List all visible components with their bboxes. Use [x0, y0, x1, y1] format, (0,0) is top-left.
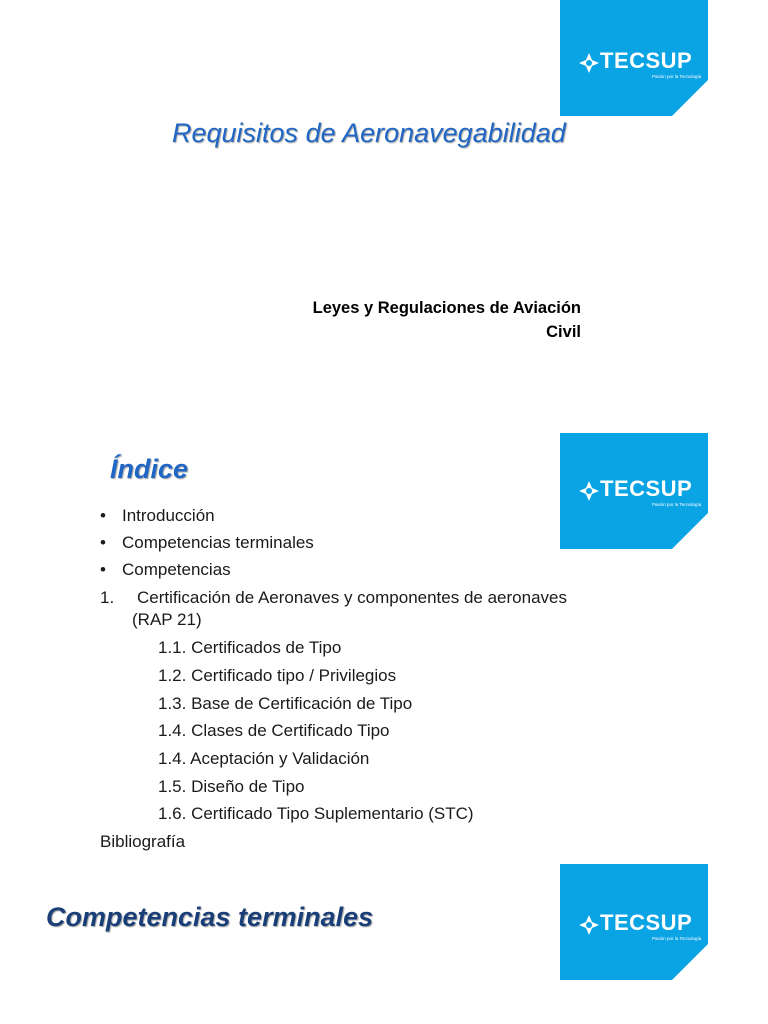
bullet-icon: • — [100, 506, 106, 525]
tecsup-logo-text: TECSUP — [600, 476, 693, 501]
tecsup-logo-tagline: Pasión por la Tecnología — [652, 502, 702, 507]
tecsup-logo-text: TECSUP — [600, 48, 693, 73]
tecsup-logo-icon — [578, 914, 600, 936]
toc-subitem: 1.6. Certificado Tipo Suplementario (STC) — [158, 804, 474, 823]
slide-title-heading: Requisitos de Aeronavegabilidad — [172, 118, 566, 148]
competencias-heading: Competencias terminales — [46, 902, 374, 932]
tecsup-logo-tagline: Pasión por la Tecnología — [652, 74, 702, 79]
tecsup-logo-tab — [560, 433, 708, 549]
toc-section-title-line-2: (RAP 21) — [132, 610, 202, 629]
toc-bibliography: Bibliografía — [100, 832, 186, 851]
toc-subitem: 1.3. Base de Certificación de Tipo — [158, 694, 413, 713]
subtitle-line-1: Leyes y Regulaciones de Aviación — [312, 299, 581, 317]
toc-item-label: Competencias — [122, 560, 231, 579]
subtitle-line-2: Civil — [546, 323, 581, 341]
toc-subitem: 1.5. Diseño de Tipo — [158, 777, 305, 796]
bullet-icon: • — [100, 560, 106, 579]
slide-competencias — [0, 860, 768, 1024]
tecsup-logo-tab — [560, 0, 708, 116]
toc-subitem: 1.4. Aceptación y Validación — [158, 749, 370, 768]
tecsup-logo-tab — [560, 864, 708, 980]
bullet-icon: • — [100, 533, 106, 552]
toc-bullet-item — [100, 533, 314, 553]
tecsup-logo-text: TECSUP — [600, 910, 693, 935]
toc-bullet-item — [100, 506, 215, 526]
toc-item-label: Competencias terminales — [122, 533, 314, 552]
toc-section-title-line-1: Certificación de Aeronaves y componentes de aeronaves — [137, 588, 567, 607]
toc-section-number: 1. — [100, 588, 115, 607]
tecsup-logo-icon — [578, 480, 600, 502]
slide-subtitle — [230, 296, 581, 344]
toc-item-label: Introducción — [122, 506, 215, 525]
toc-subitem: 1.1. Certificados de Tipo — [158, 638, 342, 657]
tecsup-logo-icon — [578, 52, 600, 74]
slide-title — [0, 0, 768, 420]
tecsup-logo-tagline: Pasión por la Tecnología — [652, 936, 702, 941]
toc-subitem: 1.2. Certificado tipo / Privilegios — [158, 666, 397, 685]
toc-bullet-item — [100, 560, 231, 580]
toc-subitem: 1.4. Clases de Certificado Tipo — [158, 721, 390, 740]
index-heading: Índice — [110, 454, 189, 484]
slide-index — [0, 420, 768, 860]
